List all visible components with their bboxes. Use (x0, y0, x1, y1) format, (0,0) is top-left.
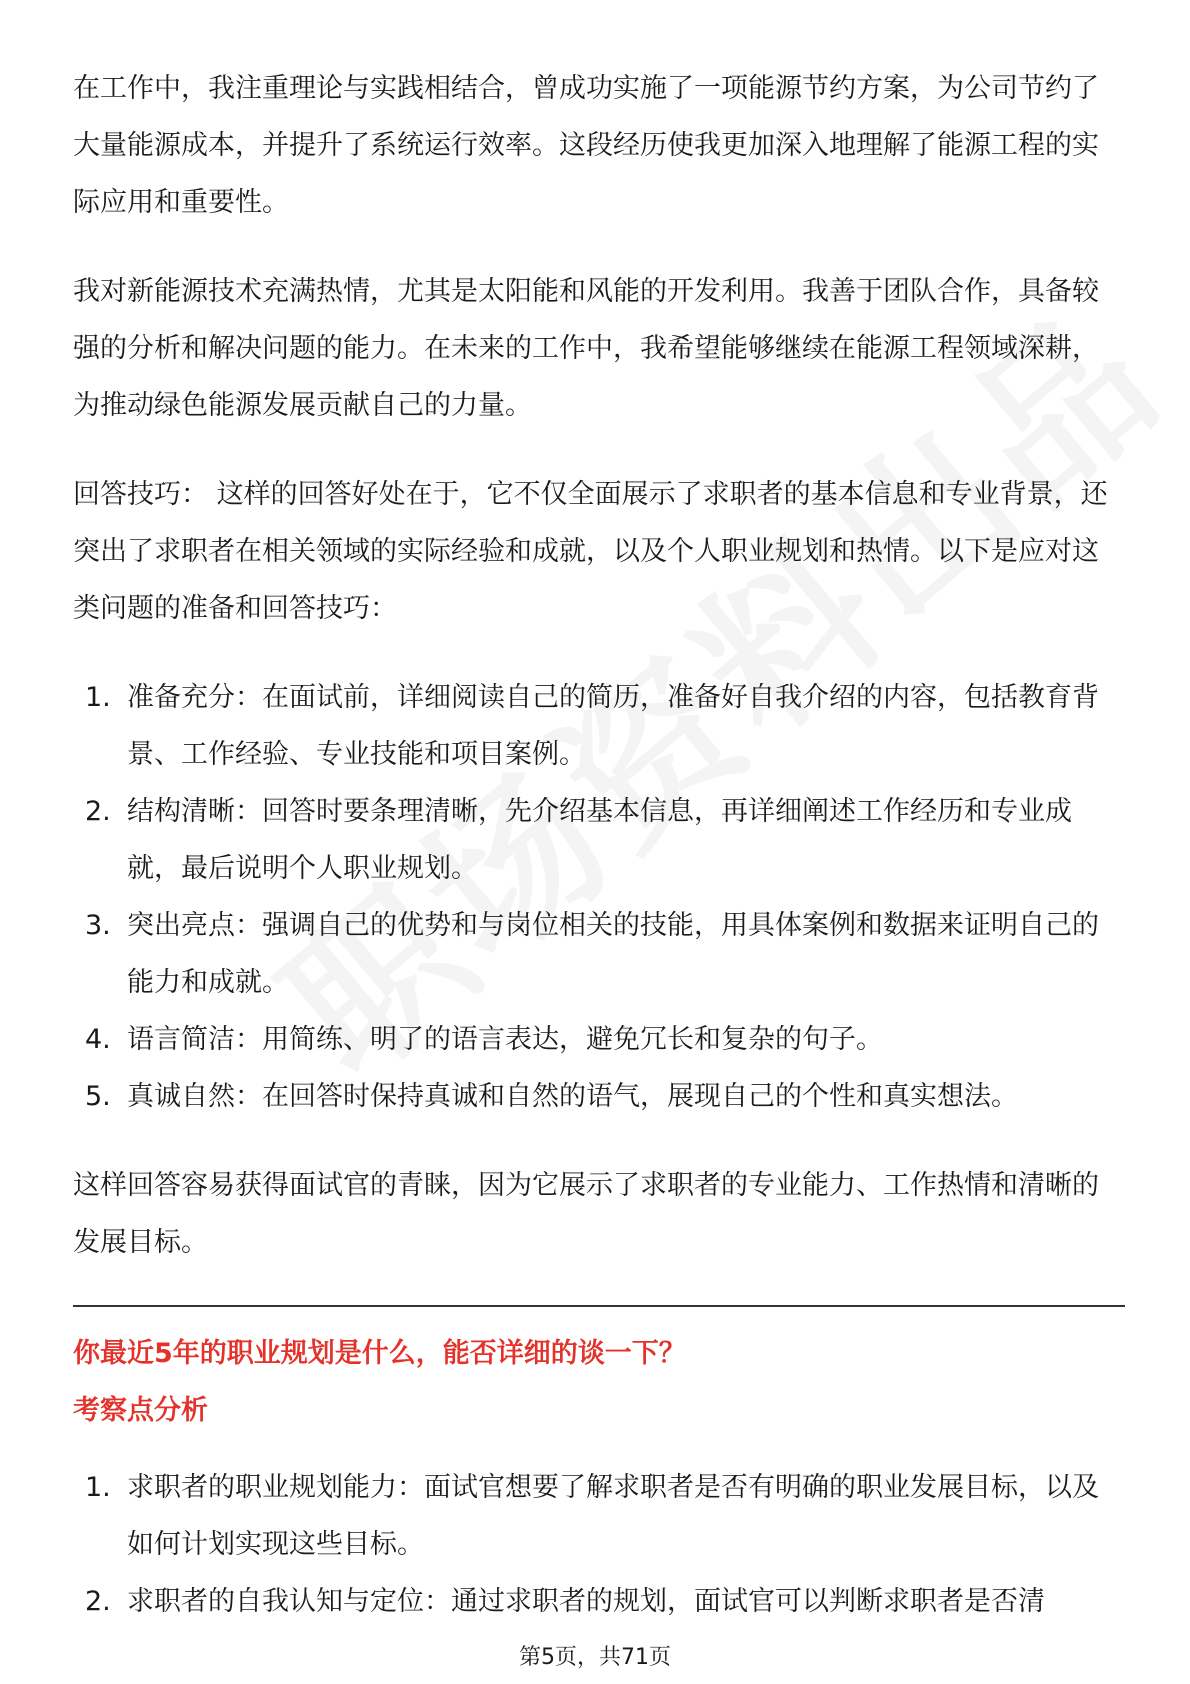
list-item (73, 1573, 1125, 1630)
section-divider (73, 1305, 1125, 1307)
list-number: 5. (85, 1081, 111, 1112)
list-text: 准备充分：在面试前，详细阅读自己的简历，准备好自我介绍的内容，包括教育背景、工作经验、专业技能和项目案例。 (127, 682, 1099, 770)
list-text: 突出亮点：强调自己的优势和与岗位相关的技能，用具体案例和数据来证明自己的能力和成就。 (127, 910, 1099, 998)
list-text: 结构清晰：回答时要条理清晰，先介绍基本信息，再详细阐述工作经历和专业成就，最后说明个人职业规划。 (127, 796, 1072, 884)
analysis-list (73, 1459, 1125, 1630)
document-body (73, 60, 1125, 1662)
list-number: 3. (85, 910, 111, 941)
paragraph-work-experience: 在工作中，我注重理论与实践相结合，曾成功实施了一项能源节约方案，为公司节约了大量能源成本，并提升了系统运行效率。这段经历使我更加深入地理解了能源工程的实际应用和重要性。 (73, 73, 1099, 218)
page-footer: 第5页，共71页 (519, 1645, 671, 1670)
list-item (73, 1459, 1125, 1573)
list-number: 1. (85, 682, 111, 713)
list-number: 2. (85, 796, 111, 827)
list-item (73, 1011, 1125, 1068)
list-text: 求职者的自我认知与定位：通过求职者的规划，面试官可以判断求职者是否清 (127, 1586, 1045, 1617)
list-item (73, 897, 1125, 1011)
paragraph-answer-tips: 回答技巧： 这样的回答好处在于，它不仅全面展示了求职者的基本信息和专业背景，还突出了求职者在相关领域的实际经验和成就，以及个人职业规划和热情。以下是应对这类问题的准备和回答技巧： (73, 479, 1108, 624)
analysis-heading: 考察点分析 (73, 1395, 208, 1426)
list-item (73, 783, 1125, 897)
list-text: 真诚自然：在回答时保持真诚和自然的语气，展现自己的个性和真实想法。 (127, 1081, 1018, 1112)
list-text: 语言简洁：用简练、明了的语言表达，避免冗长和复杂的句子。 (127, 1024, 883, 1055)
list-number: 1. (85, 1472, 111, 1503)
list-item (73, 669, 1125, 783)
paragraph-closing: 这样回答容易获得面试官的青睐，因为它展示了求职者的专业能力、工作热情和清晰的发展目标。 (73, 1170, 1099, 1258)
list-item (73, 1068, 1125, 1125)
tips-list (73, 669, 1125, 1125)
list-number: 2. (85, 1586, 111, 1617)
paragraph-passion: 我对新能源技术充满热情，尤其是太阳能和风能的开发利用。我善于团队合作，具备较强的分析和解决问题的能力。在未来的工作中，我希望能够继续在能源工程领域深耕，为推动绿色能源发展贡献自己的力量。 (73, 276, 1099, 421)
list-text: 求职者的职业规划能力：面试官想要了解求职者是否有明确的职业发展目标，以及如何计划实现这些目标。 (127, 1472, 1099, 1560)
list-number: 4. (85, 1024, 111, 1055)
interview-question: 你最近5年的职业规划是什么，能否详细的谈一下？ (73, 1338, 686, 1369)
